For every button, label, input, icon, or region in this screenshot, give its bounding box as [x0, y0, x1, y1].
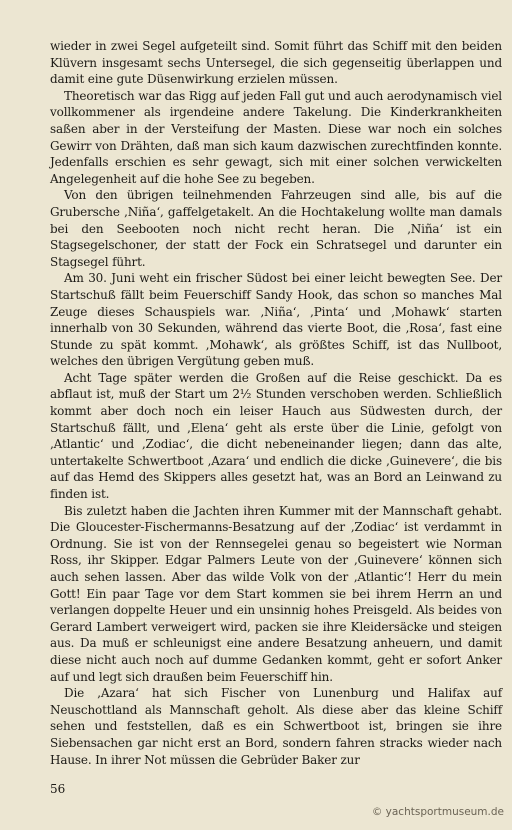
paragraph: Acht Tage später werden die Großen auf die Reise geschickt. Da es abflaut ist, muß der Start um 2½ Stunden verschoben werden. Schließlich kommt aber doch noch ein leiser Hauch aus Südwesten durch, der Startschuß fällt, und ‚Elena‘ geht als erste über die Linie, gefolgt von ‚Atlantic‘ und ‚Zodiac‘, die dicht nebeneinander liegen; dann das alte, untertakelte Schwertboot ‚Azara‘ und endlich die dicke ‚Guinevere‘, die bis auf das Hemd des Skippers alles gesetzt hat, was an Bord an Leinwand zu finden ist. [50, 370, 502, 502]
page-body-text [50, 38, 502, 768]
paragraph: wieder in zwei Segel aufgeteilt sind. Somit führt das Schiff mit den beiden Klüvern insgesamt sechs Untersegel, die sich gegenseitig überlappen und damit eine gute Düsenwirkung erzielen müssen. [50, 39, 502, 87]
page-number: 56 [50, 782, 66, 796]
paragraph: Von den übrigen teilnehmenden Fahrzeugen sind alle, bis auf die Grubersche ‚Niña‘, gaffelgetakelt. An die Hochtakelung wollte man damals bei den Seebooten noch nicht recht heran. Die ‚Niña‘ ist ein Stagsegelschoner, der statt der Fock ein Schratsegel und darunter ein Stagsegel führt. [50, 188, 502, 269]
paragraph: Am 30. Juni weht ein frischer Südost bei einer leicht bewegten See. Der Startschuß fällt beim Feuerschiff Sandy Hook, das schon so manches Mal Zeuge dieses Schauspiels war. ‚Niña‘, ‚Pinta‘ und ‚Mohawk‘ starten innerhalb von 30 Sekunden, während das vierte Boot, die ‚Rosa‘, fast eine Stunde zu spät kommt. ‚Mohawk‘, als größtes Schiff, ist das Nullboot, welches den übrigen Vergütung geben muß. [50, 271, 502, 369]
copyright-watermark: © yachtsportmuseum.de [371, 806, 504, 818]
paragraph: Die ‚Azara‘ hat sich Fischer von Lunenburg und Halifax auf Neuschottland als Mannschaft geholt. Als diese aber das kleine Schiff sehen und feststellen, daß es ein Schwertboot ist, bringen sie ihre Siebensachen gar nicht erst an Bord, sondern fahren stracks wieder nach Hause. In ihrer Not müssen die Gebrüder Baker zur [50, 686, 502, 767]
paragraph: Bis zuletzt haben die Jachten ihren Kummer mit der Mannschaft gehabt. Die Gloucester-Fischermanns-Besatzung auf der ‚Zodiac‘ ist verdammt in Ordnung. Sie ist von der Rennsegelei genau so begeistert wie Norman Ross, ihr Skipper. Edgar Palmers Leute von der ‚Guinevere‘ können sich auch sehen lassen. Aber das wilde Volk von der ‚Atlantic‘! Herr du mein Gott! Ein paar Tage vor dem Start kommen sie bei ihrem Herrn an und verlangen doppelte Heuer und ein unsinnig hohes Preisgeld. Als beides von Gerard Lambert verweigert wird, packen sie ihre Kleidersäcke und steigen aus. Da muß er schleunigst eine andere Besatzung anheuern, und damit diese nicht auch noch auf dumme Gedanken kommt, geht er sofort Anker auf und legt sich draußen beim Feuerschiff hin. [50, 503, 502, 684]
paragraph: Theoretisch war das Rigg auf jeden Fall gut und auch aerodynamisch viel vollkommener als irgendeine andere Takelung. Die Kinderkrankheiten saßen aber in der Versteifung der Masten. Diese war noch ein solches Gewirr von Drähten, daß man sich kaum dazwischen zurechtfinden konnte. Jedenfalls erschien es sehr gewagt, sich mit einer solchen verwickelten Angelegenheit auf die hohe See zu begeben. [50, 88, 502, 186]
